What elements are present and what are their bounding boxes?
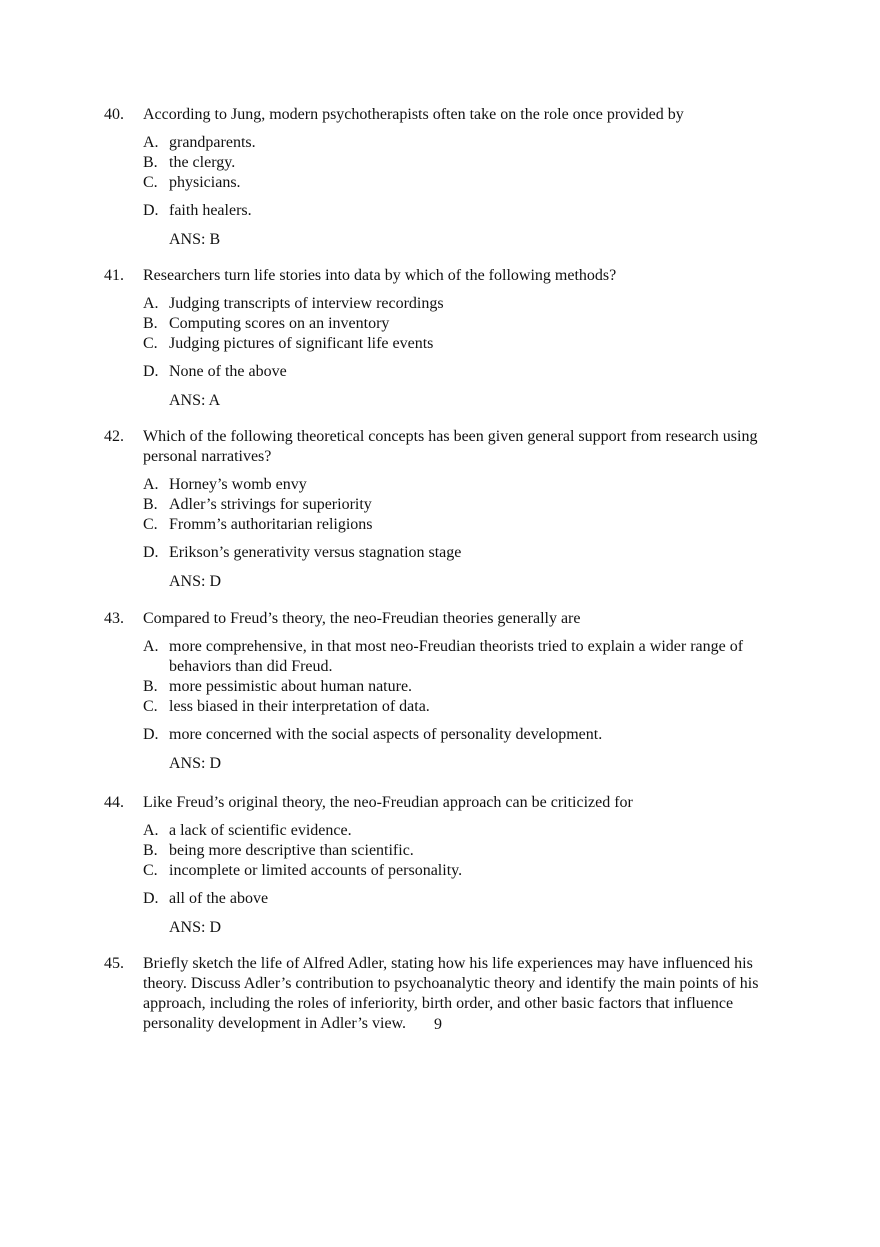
choice-letter: B.: [143, 154, 158, 171]
choice-letter: D.: [143, 544, 159, 561]
choice-d: [143, 362, 784, 382]
question-44: [104, 793, 784, 938]
choice-c: [143, 334, 784, 354]
choice-a: [143, 637, 784, 677]
question-number: 43.: [104, 610, 124, 627]
choice-text: all of the above: [169, 890, 269, 907]
choice-b: [143, 841, 784, 861]
choice-letter: C.: [143, 335, 158, 352]
choice-text: faith healers.: [169, 202, 252, 219]
choice-a: [143, 294, 784, 314]
choice-a: [143, 821, 784, 841]
answer-choices: [143, 294, 784, 382]
choice-text: Erikson’s generativity versus stagnation stage: [169, 544, 462, 561]
choice-letter: A.: [143, 476, 159, 493]
choice-c: [143, 861, 784, 881]
answer-choices: [143, 475, 784, 563]
choice-b: [143, 677, 784, 697]
choice-text: None of the above: [169, 363, 287, 380]
question-number: 41.: [104, 267, 124, 284]
choice-letter: B.: [143, 496, 158, 513]
question-45: [104, 954, 784, 1034]
choice-d: [143, 543, 784, 563]
choice-letter: B.: [143, 315, 158, 332]
choice-text: physicians.: [169, 174, 241, 191]
question-40: [104, 105, 784, 250]
choice-letter: A.: [143, 638, 159, 655]
choice-text: Judging transcripts of interview recordings: [169, 295, 444, 312]
choice-letter: C.: [143, 862, 158, 879]
question-43: [104, 609, 784, 774]
choice-letter: B.: [143, 678, 158, 695]
choice-letter: D.: [143, 726, 159, 743]
choice-text: a lack of scientific evidence.: [169, 822, 352, 839]
choice-b: [143, 495, 784, 515]
choice-a: [143, 133, 784, 153]
choice-d: [143, 725, 784, 745]
choice-text: incomplete or limited accounts of personality.: [169, 862, 463, 879]
question-text: According to Jung, modern psychotherapists often take on the role once provided by: [143, 106, 684, 123]
choice-text: Fromm’s authoritarian religions: [169, 516, 373, 533]
choice-d: [143, 201, 784, 221]
question-text: Which of the following theoretical concepts has been given general support from research using personal narratives?: [143, 428, 758, 465]
choice-text: Judging pictures of significant life events: [169, 335, 434, 352]
answer-key: ANS: B: [169, 231, 221, 248]
choice-letter: A.: [143, 295, 159, 312]
choice-letter: D.: [143, 363, 159, 380]
choice-d: [143, 889, 784, 909]
choice-text: the clergy.: [169, 154, 236, 171]
choice-text: grandparents.: [169, 134, 256, 151]
choice-text: Adler’s strivings for superiority: [169, 496, 372, 513]
choice-text: being more descriptive than scientific.: [169, 842, 414, 859]
choice-a: [143, 475, 784, 495]
answer-choices: [143, 637, 784, 745]
question-text: Researchers turn life stories into data by which of the following methods?: [143, 267, 617, 284]
choice-text: Computing scores on an inventory: [169, 315, 390, 332]
choice-text: Horney’s womb envy: [169, 476, 307, 493]
answer-key: ANS: D: [169, 755, 222, 772]
question-number: 42.: [104, 428, 124, 445]
choice-text: more comprehensive, in that most neo-Freudian theorists tried to explain a wider range of behaviors than did Freud.: [169, 638, 744, 675]
choice-c: [143, 697, 784, 717]
question-text: Like Freud’s original theory, the neo-Freudian approach can be criticized for: [143, 794, 633, 811]
choice-b: [143, 314, 784, 334]
question-41: [104, 266, 784, 411]
choice-letter: C.: [143, 516, 158, 533]
page-number: 9: [434, 1016, 442, 1033]
question-number: 44.: [104, 794, 124, 811]
choice-text: more pessimistic about human nature.: [169, 678, 413, 695]
answer-key: ANS: A: [169, 392, 221, 409]
question-number: 45.: [104, 955, 124, 972]
choice-letter: C.: [143, 698, 158, 715]
choice-letter: C.: [143, 174, 158, 191]
answer-key: ANS: D: [169, 573, 222, 590]
choice-c: [143, 515, 784, 535]
choice-b: [143, 153, 784, 173]
choice-letter: B.: [143, 842, 158, 859]
question-text: Compared to Freud’s theory, the neo-Freudian theories generally are: [143, 610, 581, 627]
question-text: Briefly sketch the life of Alfred Adler, stating how his life experiences may have influenced his theory. Discuss Adler’s contribution to psychoanalytic theory and identify the main points of his approach, including the roles of inferiority, birth order, and other basic factors that influence personality development in Adler’s view.: [143, 955, 759, 1032]
choice-text: less biased in their interpretation of data.: [169, 698, 430, 715]
choice-letter: D.: [143, 890, 159, 907]
choice-letter: D.: [143, 202, 159, 219]
choice-c: [143, 173, 784, 193]
answer-key: ANS: D: [169, 919, 222, 936]
choice-letter: A.: [143, 822, 159, 839]
choice-letter: A.: [143, 134, 159, 151]
answer-choices: [143, 821, 784, 909]
question-42: [104, 427, 784, 592]
question-number: 40.: [104, 106, 124, 123]
answer-choices: [143, 133, 784, 221]
choice-text: more concerned with the social aspects of personality development.: [169, 726, 603, 743]
